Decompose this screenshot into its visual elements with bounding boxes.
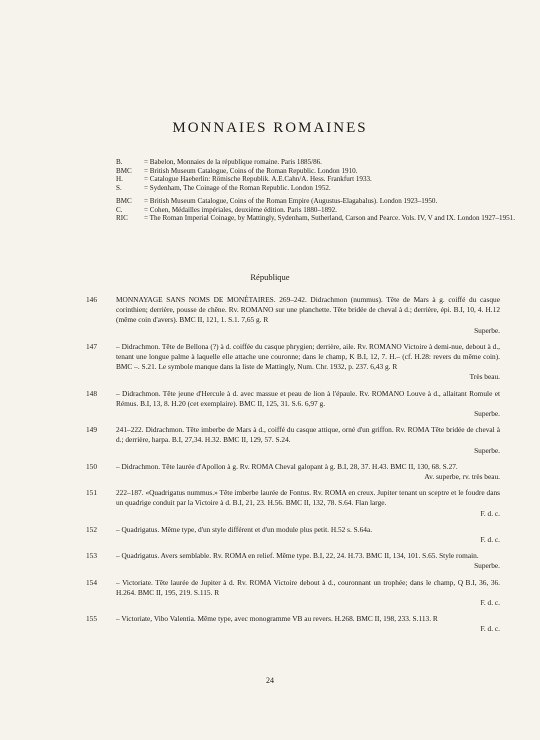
entry-number: 153 [86,551,98,561]
entry-number: 152 [86,524,98,534]
entry-number: 154 [86,577,98,587]
entry-condition: F. d. c. [480,508,500,518]
abbreviations-list-empire [116,197,516,223]
catalogue-entry [86,614,500,634]
catalogue-entry [86,341,500,383]
catalogue-entry [86,551,500,571]
abbreviation-description: = Babelon, Monnaies de la république romaine. Paris 1885/86. [144,158,322,166]
entry-description: 222–187. «Quadrigatus nummus.» Tête imberbe laurée de Fontus. Rv. ROMA en creux. Jupiter tenant un sceptre et le foudre dans un quadrige conduit par la Victoire à d. B.I, 21, 23. H.56. BMC II, 132, 78. S.64. Flan large. [116,488,500,508]
section-heading: République [250,272,290,282]
abbreviation-key: RIC [116,214,128,223]
abbreviation-key: BMC [116,166,132,175]
entry-condition: Superbe. [474,561,500,571]
entry-condition: F. d. c. [480,624,500,634]
entry-condition: Superbe. [474,445,500,455]
abbreviation-key: C. [116,205,123,214]
abbreviation-key: H. [116,175,123,184]
entry-number: 146 [86,295,98,304]
entry-number: 151 [86,488,98,498]
abbreviation-row [116,167,516,176]
abbreviation-description: = British Museum Catalogue, Coins of the Roman Empire (Augustus-Elagabalus). London 1923–1950. [144,197,438,205]
abbreviation-description: = Sydenham, The Coinage of the Roman Republic. London 1952. [144,183,331,192]
abbreviation-row [116,206,516,215]
abbreviation-row [116,175,516,184]
entry-number: 147 [86,341,98,351]
entry-description: – Quadrigatus. Même type, d'un style différent et d'un module plus petit. H.52 s. S.64a. [116,524,373,534]
entry-number: 148 [86,388,98,398]
abbreviation-description: = The Roman Imperial Coinage, by Mattingly, Sydenham, Sutherland, Carson and Pearce. Vols. IV, V and IX. London 1927–1951. [144,214,515,223]
entry-condition: Superbe. [474,325,500,335]
catalogue-entry [86,524,500,545]
entry-description: – Didrachmon. Tête laurée d'Apollon à g. Rv. ROMA Cheval galopant à g. B.I, 28, 37. H.43. BMC II, 130, 68. S.27. [116,461,458,471]
catalogue-entry [86,388,500,420]
abbreviation-row [116,158,516,167]
abbreviation-description: = Cohen, Médailles impériales, deuxième édition. Paris 1880–1892. [144,205,337,214]
entry-description: MONNAYAGE SANS NOMS DE MONÉTAIRES. 269–242. Didrachmon (nummus). Tête de Mars à g. coiffé du casque corinthien; derrière, pousse de chêne. Rv. ROMANO sur une planchette. Tête bridée de cheval à d.; derrière, épi. B.I, 10, 4. H.12 (même coin d'avers). BMC II, 121, 1. S.1. 7,65 g. R [116,295,500,325]
catalogue-entry [86,577,500,609]
catalogue-entry [86,461,500,482]
abbreviation-row [116,184,516,193]
entry-description: – Didrachmon. Tête jeune d'Hercule à d. avec massue et peau de lion à l'épaule. Rv. ROMANO Louve à d., allaitant Romule et Rémus. B.I, 13, 8. H.20 (cet exemplaire). BMC II, 125, 31. S.6. 6,97 g. [116,388,500,408]
abbreviation-description: = Catalogue Haeberlin: Römische Republik. A.E.Cahn/A. Hess. Frankfurt 1933. [144,175,372,184]
catalogue-entry [86,295,500,336]
entry-condition: F. d. c. [480,535,500,545]
abbreviation-key: B. [116,158,123,166]
entry-condition: F. d. c. [480,598,500,608]
catalogue-entries [86,295,500,641]
entry-description: – Victoriate. Tête laurée de Jupiter à d. Rv. ROMA Victoire debout à d., couronnant un trophée; dans le champ, Q B.I, 36, 36. H.264. BMC II, 195, 219. S.115. R [116,577,500,597]
entry-condition: Av. superbe, rv. très beau. [424,472,500,482]
entry-description: – Didrachmon. Tête de Bellona (?) à d. coiffée du casque phrygien; derrière, aile. Rv. ROMANO Victoire à demi-nue, debout à d., tenant une longue palme à laquelle elle attache une couronne; dans le champ, K B.I, 12, 7. H.– (cf. H.28: revers du même coin). BMC –. S.21. Le symbole manque dans la liste de Mattingly, Num. Chr. 1932, p. 237. 6,43 g. R [116,341,500,372]
abbreviation-description: = British Museum Catalogue, Coins of the Roman Republic. London 1910. [144,166,358,175]
entry-description: – Victoriate, Vibo Valentia. Même type, avec monogramme VB au revers. H.268. BMC II, 198, 233. S.113. R [116,614,438,624]
page-title: MONNAIES ROMAINES [172,120,368,136]
entry-description: 241–222. Didrachmon. Tête imberbe de Mars à d., coiffé du casque attique, orné d'un griffon. Rv. ROMA Tête bridée de cheval à d.; derrière, harpa. B.I, 27,34. H.32. BMC II, 129, 57. S.24. [116,425,500,445]
catalogue-entry [86,425,500,456]
entry-number: 149 [86,425,98,435]
entry-number: 155 [86,614,98,624]
entry-condition: Superbe. [474,409,500,419]
abbreviations-list-republic [116,158,516,192]
abbreviation-row [116,197,516,206]
entry-description: – Quadrigatus. Avers semblable. Rv. ROMA en relief. Même type. B.I, 22, 24. H.73. BMC II, 134, 101. S.65. Style romain. [116,551,479,561]
abbreviation-key: S. [116,183,122,192]
entry-number: 150 [86,461,98,471]
catalogue-entry [86,488,500,519]
page-number: 24 [266,676,274,685]
abbreviation-row [116,214,516,223]
abbreviation-key: BMC [116,197,132,205]
entry-condition: Très beau. [469,372,500,382]
